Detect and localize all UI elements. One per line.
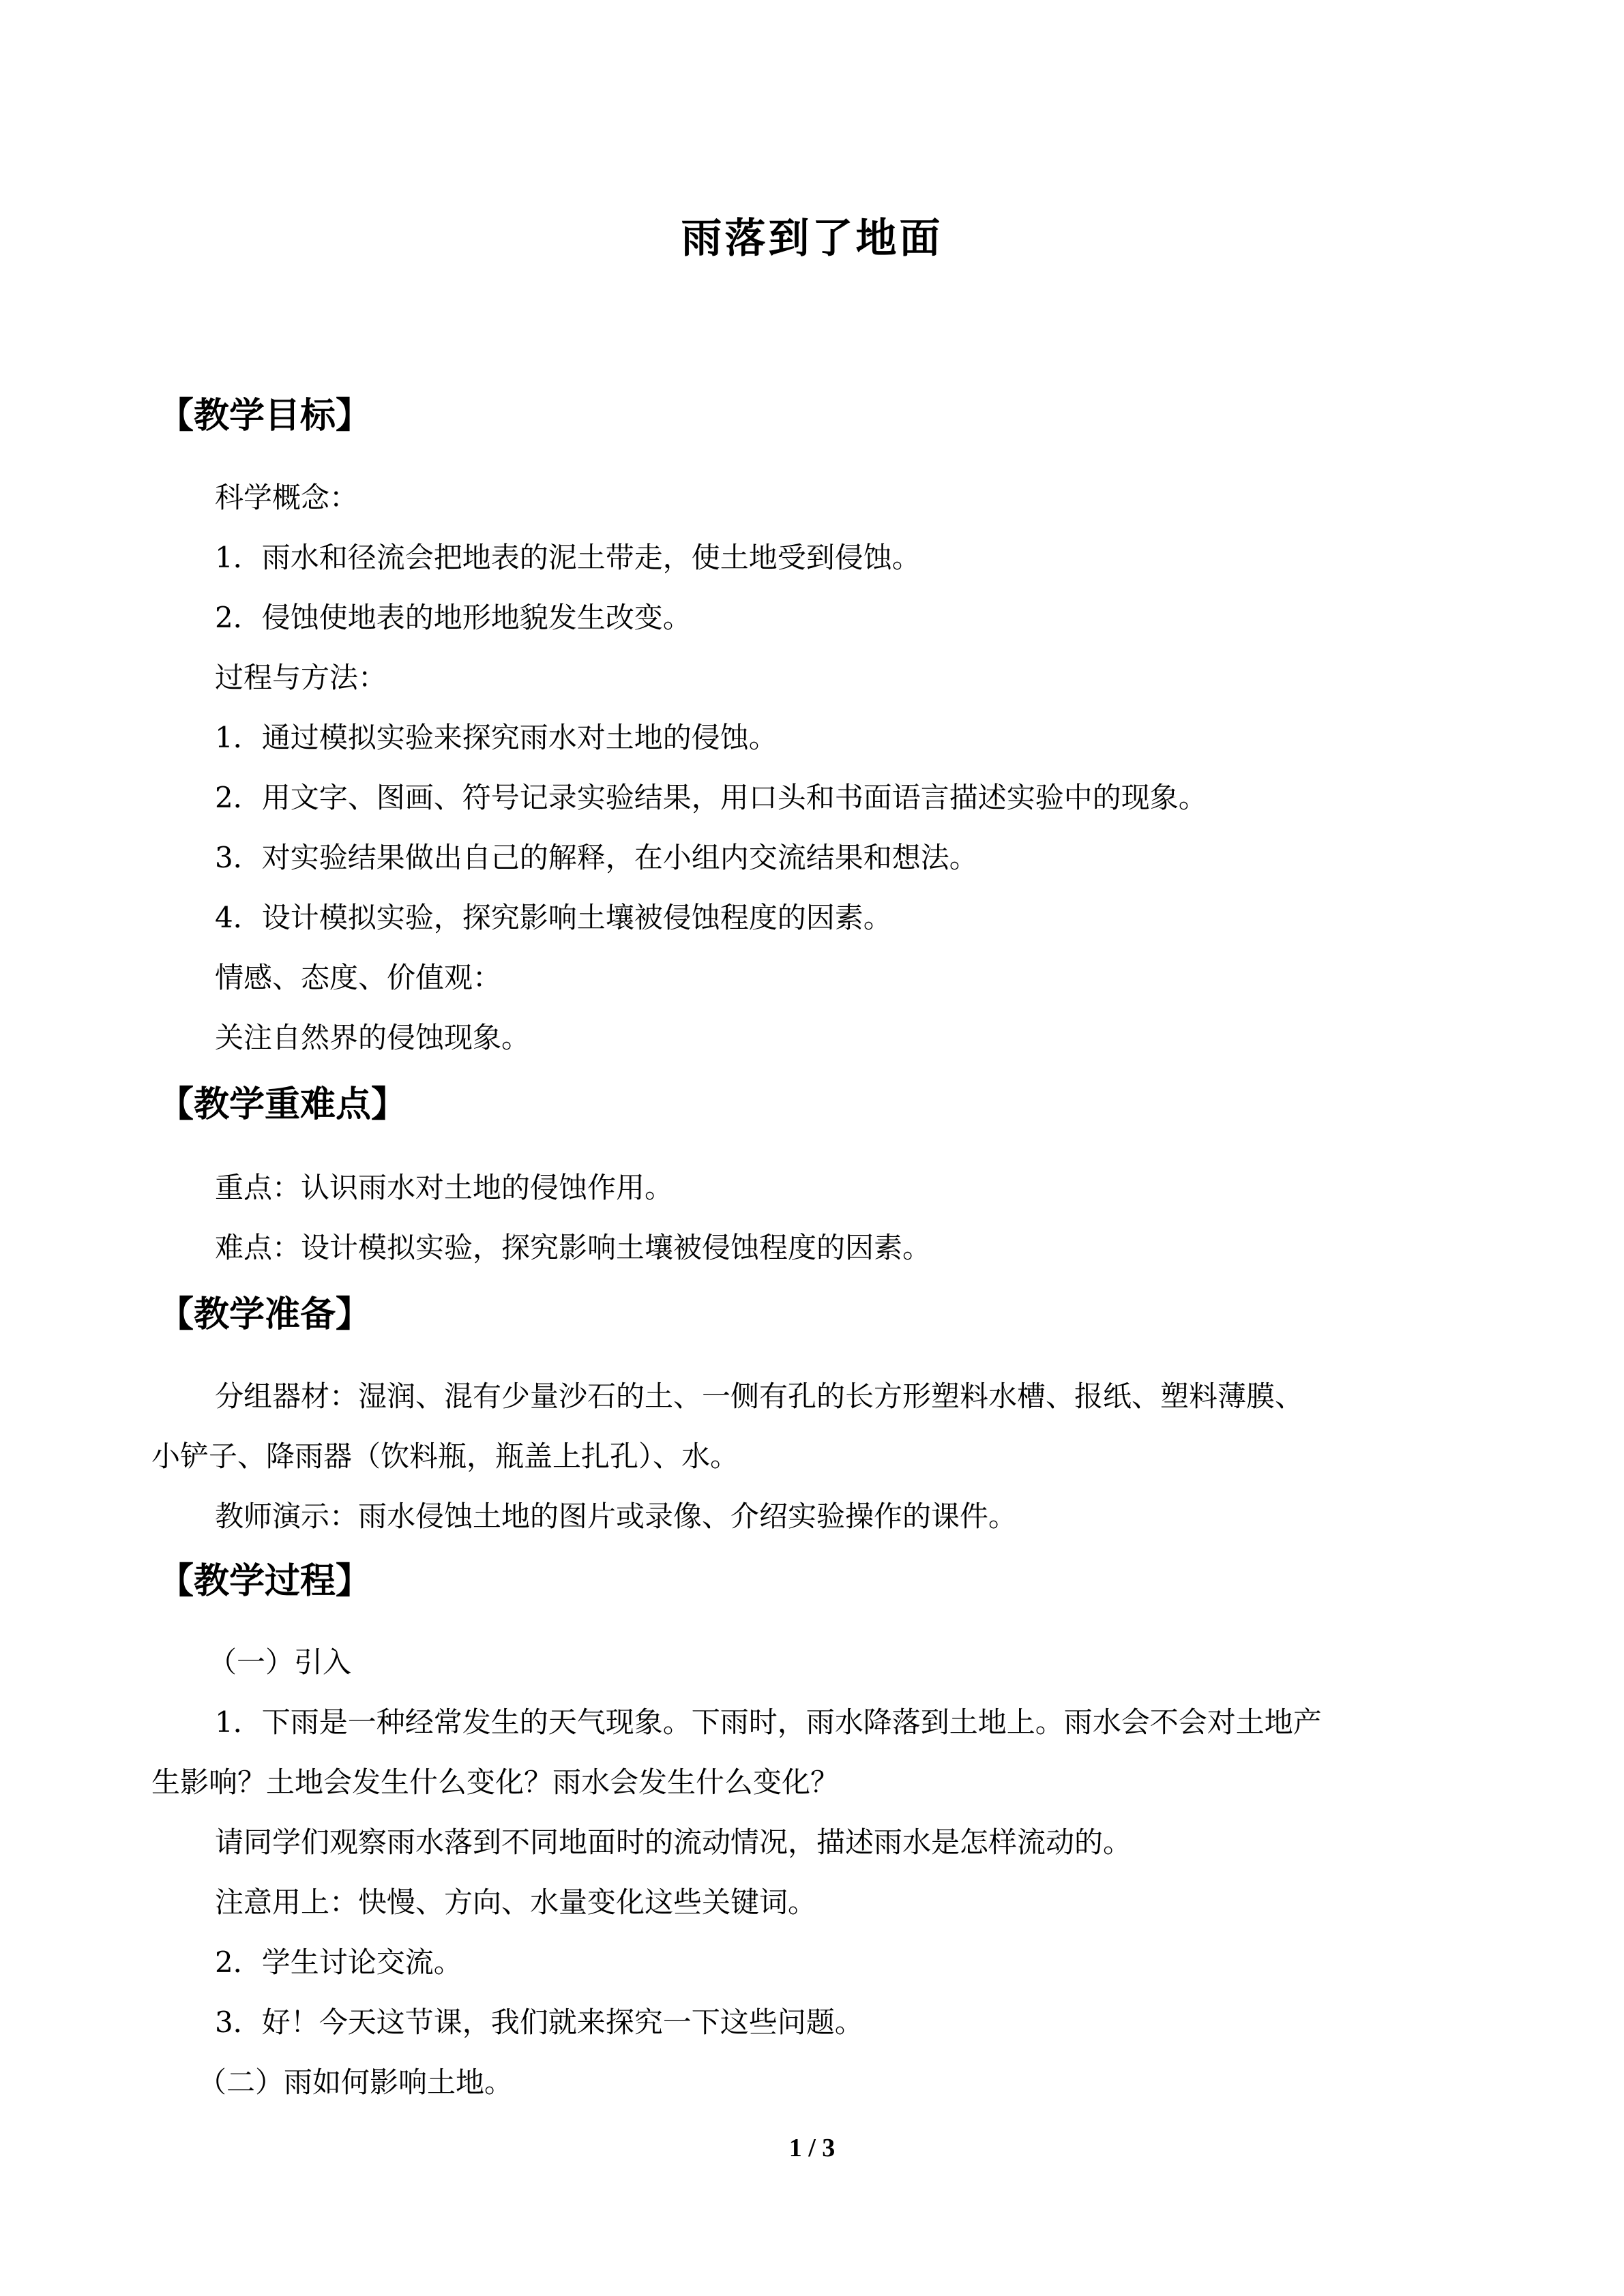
objectives-subheading-concepts: 科学概念： [215, 481, 359, 514]
page-number: 1 / 3 [788, 2134, 836, 2162]
section-heading-key-points: 【教学重难点】 [158, 1084, 407, 1125]
objectives-item: 3．对实验结果做出自己的解释，在小组内交流结果和想法。 [215, 841, 978, 874]
key-point-item: 重点：认识雨水对土地的侵蚀作用。 [215, 1171, 674, 1204]
objectives-subheading-process: 过程与方法： [215, 661, 387, 694]
section-heading-objectives: 【教学目标】 [158, 396, 372, 436]
objectives-item: 关注自然界的侵蚀现象。 [215, 1021, 531, 1054]
difficult-point-item: 难点：设计模拟实验，探究影响土壤被侵蚀程度的因素。 [215, 1231, 932, 1264]
objectives-item: 2．用文字、图画、符号记录实验结果，用口头和书面语言描述实验中的现象。 [215, 781, 1207, 814]
process-item: 注意用上：快慢、方向、水量变化这些关键词。 [215, 1885, 817, 1919]
section-heading-process: 【教学过程】 [158, 1561, 372, 1602]
document-title: 雨落到了地面 [681, 215, 943, 263]
process-item: 3．好！今天这节课，我们就来探究一下这些问题。 [215, 2006, 863, 2039]
objectives-item: 1．通过模拟实验来探究雨水对土地的侵蚀。 [215, 721, 778, 754]
preparation-item: 教师演示：雨水侵蚀土地的图片或录像、介绍实验操作的课件。 [215, 1500, 1018, 1533]
objectives-subheading-attitude: 情感、态度、价值观： [215, 961, 502, 994]
preparation-item: 分组器材：湿润、混有少量沙石的土、一侧有孔的长方形塑料水槽、报纸、塑料薄膜、 [215, 1380, 1304, 1413]
objectives-item: 4．设计模拟实验，探究影响土壤被侵蚀程度的因素。 [215, 901, 892, 934]
process-subsection-rain-effect: （二）雨如何影响土地。 [198, 2066, 514, 2099]
process-item: 2．学生讨论交流。 [215, 1945, 462, 1979]
objectives-item: 1．雨水和径流会把地表的泥土带走，使土地受到侵蚀。 [215, 541, 921, 574]
objectives-item: 2．侵蚀使地表的地形地貌发生改变。 [215, 601, 692, 634]
process-subsection-intro: （一）引入 [208, 1645, 352, 1679]
preparation-item-continued: 小铲子、降雨器（饮料瓶，瓶盖上扎孔）、水。 [151, 1440, 739, 1473]
process-item: 请同学们观察雨水落到不同地面时的流动情况，描述雨水是怎样流动的。 [215, 1825, 1132, 1859]
process-item-continued: 生影响？土地会发生什么变化？雨水会发生什么变化？ [151, 1765, 840, 1799]
process-item: 1．下雨是一种经常发生的天气现象。下雨时，雨水降落到土地上。雨水会不会对土地产 [215, 1705, 1322, 1739]
section-heading-preparation: 【教学准备】 [158, 1294, 372, 1335]
